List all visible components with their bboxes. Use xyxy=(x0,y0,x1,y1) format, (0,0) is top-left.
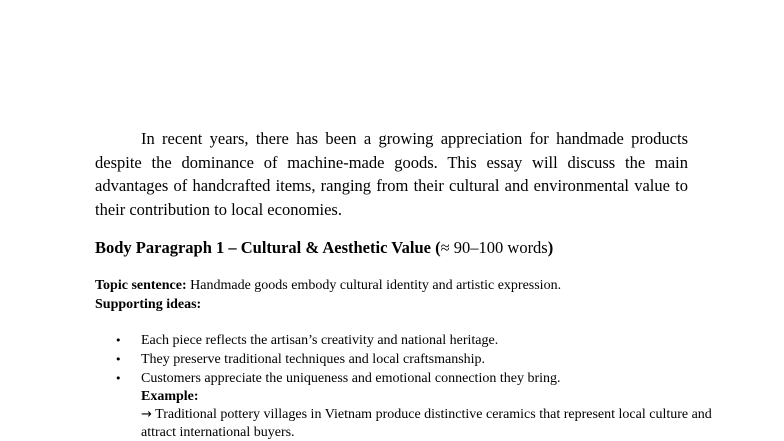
intro-paragraph: In recent years, there has been a growing appreciation for handmade products despite the dominance of machine-made goods. This essay will discuss the main advantages of handcrafted items, ranging from their cultural and environmental value to their contribution to local economies. xyxy=(95,129,688,219)
list-item xyxy=(95,369,735,388)
arrow-right-icon: → xyxy=(141,407,152,422)
bullet-icon: • xyxy=(115,334,122,347)
bullet-icon: • xyxy=(115,353,122,366)
heading-word-count: ≈ 90–100 words xyxy=(440,238,548,257)
list-item-text: They preserve traditional techniques and local craftsmanship. xyxy=(141,352,486,367)
list-item-text: Customers appreciate the uniqueness and emotional connection they bring. xyxy=(141,371,561,386)
list-item-text: Each piece reflects the artisan’s creativity and national heritage. xyxy=(141,333,499,348)
example-text xyxy=(141,406,741,441)
supporting-ideas-list xyxy=(95,331,735,388)
example-text-body: Traditional pottery villages in Vietnam produce distinctive ceramics that represent local culture and attract international buyers. xyxy=(141,407,712,440)
topic-sentence-text: Handmade goods embody cultural identity and artistic expression. xyxy=(186,278,562,293)
list-item xyxy=(95,331,735,350)
supporting-ideas-label: Supporting ideas: xyxy=(95,297,202,312)
list-item xyxy=(95,350,735,369)
body-paragraph-1-heading xyxy=(95,238,715,258)
bullet-icon: • xyxy=(115,372,122,385)
example-block xyxy=(141,388,741,441)
example-label: Example: xyxy=(141,389,199,404)
heading-close: ) xyxy=(547,238,554,257)
topic-sentence-label: Topic sentence: xyxy=(95,278,187,293)
heading-main: Body Paragraph 1 – Cultural & Aesthetic Value ( xyxy=(95,238,441,257)
topic-sentence xyxy=(95,276,735,295)
